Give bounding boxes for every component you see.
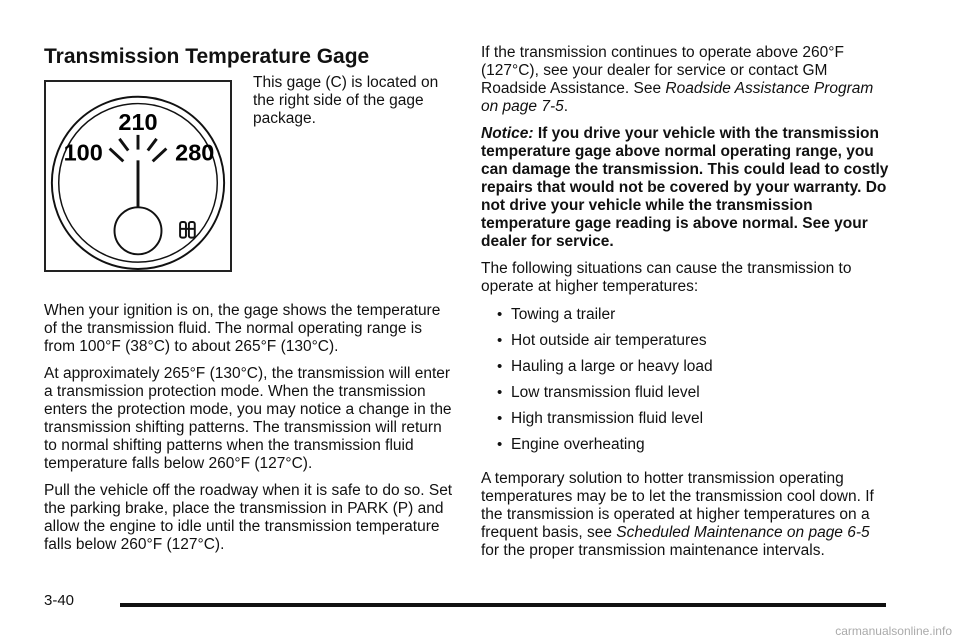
list-item: • High transmission fluid level — [481, 409, 891, 435]
list-item: • Hot outside air temperatures — [481, 331, 891, 357]
paragraph-pull-off: Pull the vehicle off the roadway when it is safe to do so. Set the parking brake, place the transmission in PARK (P) and allow the engine to idle until the transmission temperature falls below 260°F (127°C). — [44, 482, 453, 553]
paragraph-continue-text: If the transmission continues to operate above 260°F (127°C), see your dealer for service or contact GM Roadside Assistance. See — [481, 44, 844, 97]
gage-figure-block — [44, 74, 454, 302]
gage-label-low: 100 — [63, 139, 103, 166]
right-column — [481, 44, 891, 569]
paragraph-temporary-solution — [481, 470, 891, 560]
paragraph-continue-end: . — [563, 98, 569, 115]
section-heading: Transmission Temperature Gage — [44, 45, 370, 68]
notice-block — [481, 125, 891, 251]
paragraph-ignition: When your ignition is on, the gage shows the temperature of the transmission fluid. The normal operating range is from 100°F (38°C) to about 265°F (130°C). — [44, 302, 441, 355]
gage-location-note: This gage (C) is located on the right side of the gage package. — [253, 74, 439, 127]
paragraph-temporary-end: for the proper transmission maintenance intervals. — [481, 542, 825, 559]
paragraph-protection-mode: At approximately 265°F (130°C), the transmission will enter a transmission protection mode. When the transmission enters the protection mode, you may notice a change in the transmission shifting patterns. The transmission will return to normal shifting patterns when the transmission fluid temperature falls below 260°F (127°C). — [44, 365, 452, 472]
list-item: • Low transmission fluid level — [481, 383, 891, 409]
gage-label-mid: 210 — [118, 109, 158, 135]
list-item: • Hauling a large or heavy load — [481, 357, 891, 383]
watermark: carmanualsonline.info — [835, 624, 952, 638]
left-column — [44, 44, 454, 563]
footer-rule — [120, 603, 886, 607]
transmission-temperature-gage-illustration — [44, 80, 232, 272]
paragraph-continue-operate — [481, 44, 891, 116]
gage-pivot-hub — [115, 207, 162, 254]
notice-text: If you drive your vehicle with the transmission temperature gage above normal operating range, you can damage the transmission. This could lead to costly repairs that would not be covered by your warranty. Do not drive your vehicle while the transmission temperature gage reading is above normal. See your dealer for service. — [481, 125, 889, 250]
paragraph-situations-intro: The following situations can cause the transmission to operate at higher temperatures: — [481, 260, 852, 295]
paragraph-temporary-text: A temporary solution to hotter transmission operating temperatures may be to let the transmission cool down. If the transmission is operated at higher temperatures on a frequent basis, see — [481, 470, 874, 541]
notice-label: Notice: — [481, 125, 534, 142]
page-number: 3-40 — [44, 592, 75, 609]
gage-label-high: 280 — [175, 139, 215, 166]
page-footer — [44, 592, 886, 612]
gage-svg — [46, 82, 230, 270]
list-item: • Engine overheating — [481, 435, 891, 461]
roadside-assistance-reference-link[interactable]: Roadside Assistance Program on page 7-5 — [481, 80, 874, 115]
situations-list — [481, 305, 891, 461]
list-item: • Towing a trailer — [481, 305, 891, 331]
scheduled-maintenance-reference-link[interactable]: Scheduled Maintenance on page 6-5 — [616, 524, 870, 541]
